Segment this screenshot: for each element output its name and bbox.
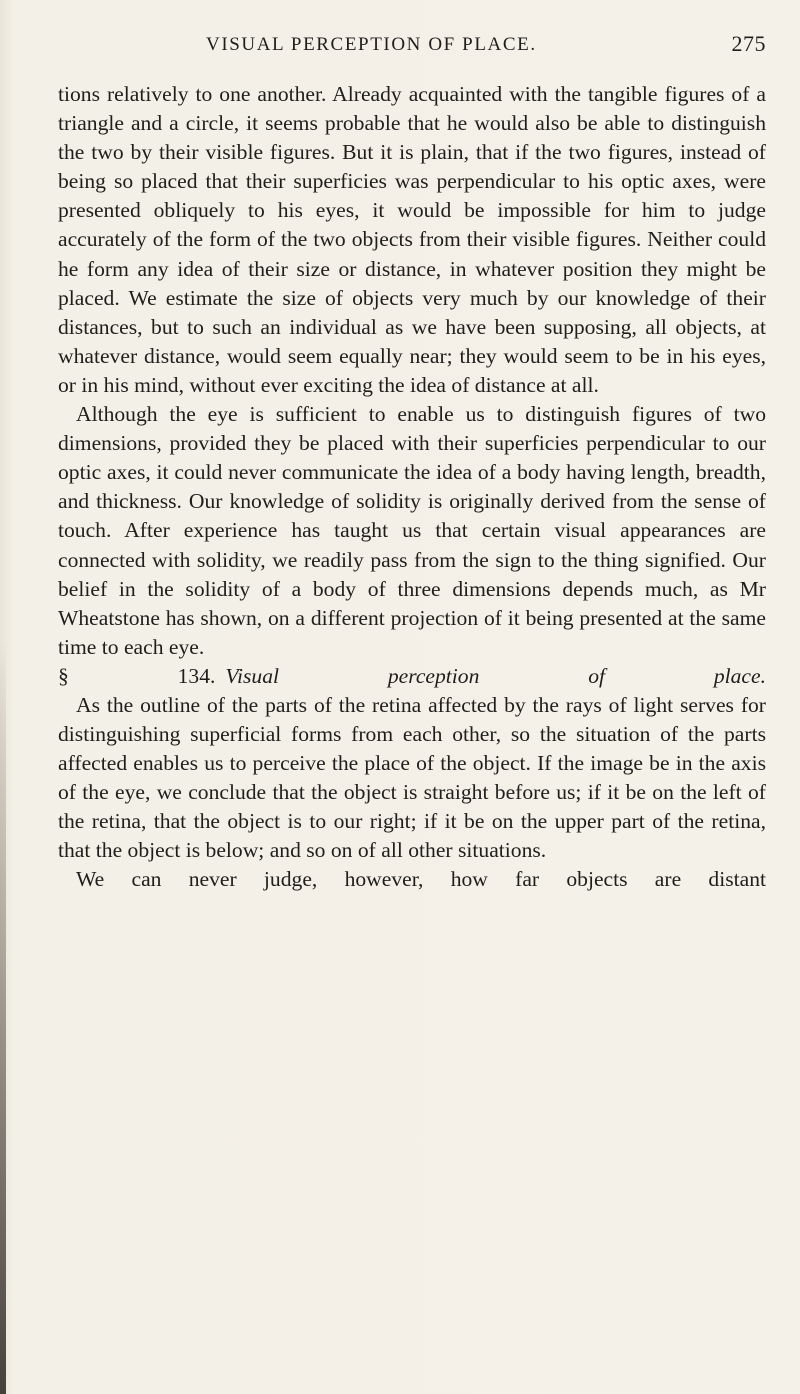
page-edge-shadow [0, 640, 6, 1394]
section-number: § 134. [58, 663, 216, 688]
paragraph-continued: tions relatively to one another. Already acquainted with the tangible figures of a triangle and a circle, it seems probable that he would also be able to distinguish the two by their visible figures. But it is plain, that if the two figures, instead of being so placed that their superficies was perpendicular to his optic axes, were presented obliquely to his eyes, it would be impossible for him to judge accurately of the form of the two objects from their visible figures. Neither could he form any idea of their size or distance, in whatever position they might be placed. We estimate the size of objects very much by our knowledge of their distances, but to such an individual as we have been supposing, all objects, at whatever distance, would seem equally near; they would seem to be in his eyes, or in his mind, without ever exciting the idea of distance at all. [58, 82, 766, 397]
paragraph-solidity: Although the eye is sufficient to enable us to distinguish figures of two dimensions, provided they be placed with their superficies perpendicular to our optic axes, it could never communicate the idea of a body having length, breadth, and thickness. Our knowledge of solidity is originally derived from the sense of touch. After experience has taught us that certain visual appearances are connected with solidity, we readily pass from the sign to the thing signified. Our belief in the solidity of a body of three dimensions depends much, as Mr Wheatstone has shown, on a different projection of it being presented at the same time to each eye. [58, 402, 766, 659]
paragraph-place: As the outline of the parts of the retina affected by the rays of light serves for distinguishing superficial forms from each other, so the situation of the parts affected enables us to perceive the place of the object. If the image be in the axis of the eye, we conclude that the object is straight before us; if it be on the left of the retina, that the object is to our right; if it be on the upper part of the retina, that the object is below; and so on of all other situations. [58, 692, 766, 863]
paragraph-distance: We can never judge, however, how far objects are distant [76, 867, 766, 892]
body-text [58, 80, 766, 895]
running-title: VISUAL PERCEPTION OF PLACE. [206, 34, 537, 55]
running-head [206, 31, 766, 62]
page-number: 275 [731, 31, 766, 56]
section-heading [58, 662, 766, 691]
section-title: Visual perception of place. [225, 663, 766, 688]
